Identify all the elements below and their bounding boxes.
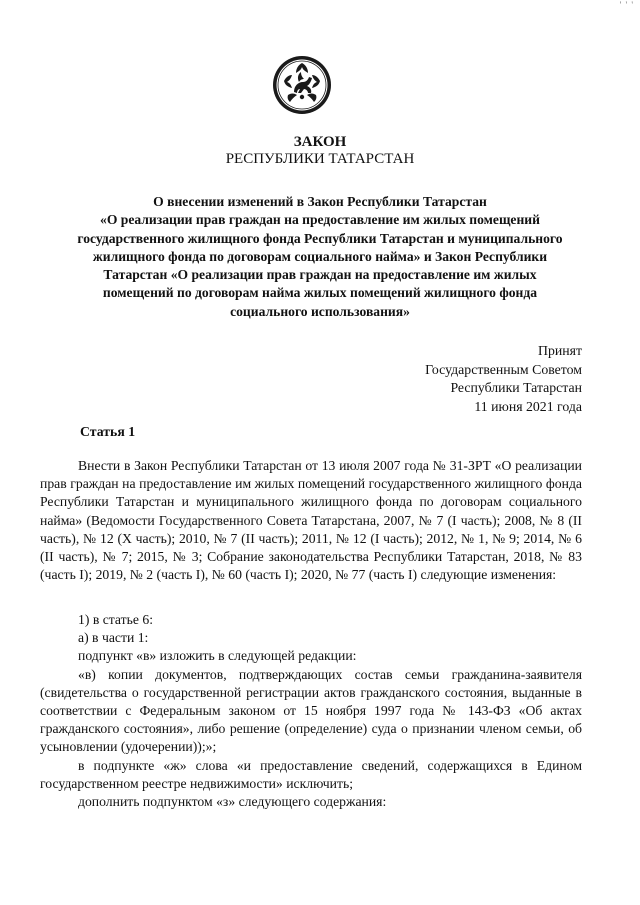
law-title (40, 193, 600, 321)
title-line: помещений по договорам найма жилых помещений жилищного фонда (102, 285, 538, 301)
title-line: Татарстан «О реализации прав граждан на предоставление им жилых (103, 267, 537, 283)
sub-b-instruction: подпункт «в» изложить в следующей редакции: (78, 648, 357, 664)
adoption-block (425, 342, 582, 416)
item-1a: а) в части 1: (78, 630, 149, 646)
title-line: социального использования» (230, 303, 410, 319)
item-1: 1) в статье 6: (78, 612, 154, 627)
adoption-date: 11 июня 2021 года (474, 398, 582, 414)
coat-of-arms-icon (272, 55, 332, 115)
corner-mark: ' ' ' (619, 0, 634, 10)
sub-zh-instruction: в подпункте «ж» слова «и предоставление сведений, содержащихся в Едином государственном реестре недвижимости» исключить; (40, 757, 582, 791)
title-line: государственного жилищного фонда Республики Татарстан и муниципального (77, 230, 563, 246)
law-type-heading: ЗАКОН (293, 134, 347, 150)
title-line: жилищного фонда по договорам социального найма» и Закон Республики (92, 248, 548, 264)
emblem-graphic (272, 55, 332, 115)
sub-z-instruction: дополнить подпунктом «з» следующего содержания: (78, 794, 387, 810)
title-line: О внесении изменений в Закон Республики Татарстан (153, 194, 487, 209)
law-republic-heading: РЕСПУБЛИКИ ТАТАРСТАН (225, 151, 415, 167)
adoption-line: Республики Татарстан (450, 380, 582, 395)
article-items-block (40, 611, 582, 811)
adoption-line: Принят (537, 343, 582, 358)
article-intro: Внести в Закон Республики Татарстан от 13 июля 2007 года № 31-ЗРТ «О реализации прав граждан на предоставление им жилых помещений государственного жилищного фонда Республики Татарстан и муниципального жилищного фонда по договорам социального найма» (Ведомости Государственного Совета Татарстана, 2007, № 7 (I часть); 2008, № 8 (II часть), № 12 (X часть); 2010, № 7 (II часть); 2011, № 12 (I часть); 2012, № 1, № 9; 2014, № 6 (II часть), № 7; 2015, № 3; Собрание законодательства Республики Татарстан, 2018, № 83 (часть I); 2019, № 2 (часть I), № 60 (часть I); 2020, № 77 (часть I) следующие изменения: (40, 458, 582, 583)
title-line: «О реализации прав граждан на предоставление им жилых помещений (100, 212, 540, 228)
article-intro-block (40, 457, 582, 584)
article-heading: Статья 1 (80, 424, 136, 439)
sub-b-text: «в) копии документов, подтверждающих состав семьи гражданина-заявителя (свидетельства о государственной регистрации актов гражданского состояния, выданные в соответствии с Федеральным законом от 15 ноября 1997 года № 143-ФЗ «Об актах гражданского состояния», либо решение (определение) суда о признании членом семьи, об усыновлении (удочерении));»; (40, 666, 582, 755)
adoption-line: Государственным Советом (425, 361, 582, 377)
